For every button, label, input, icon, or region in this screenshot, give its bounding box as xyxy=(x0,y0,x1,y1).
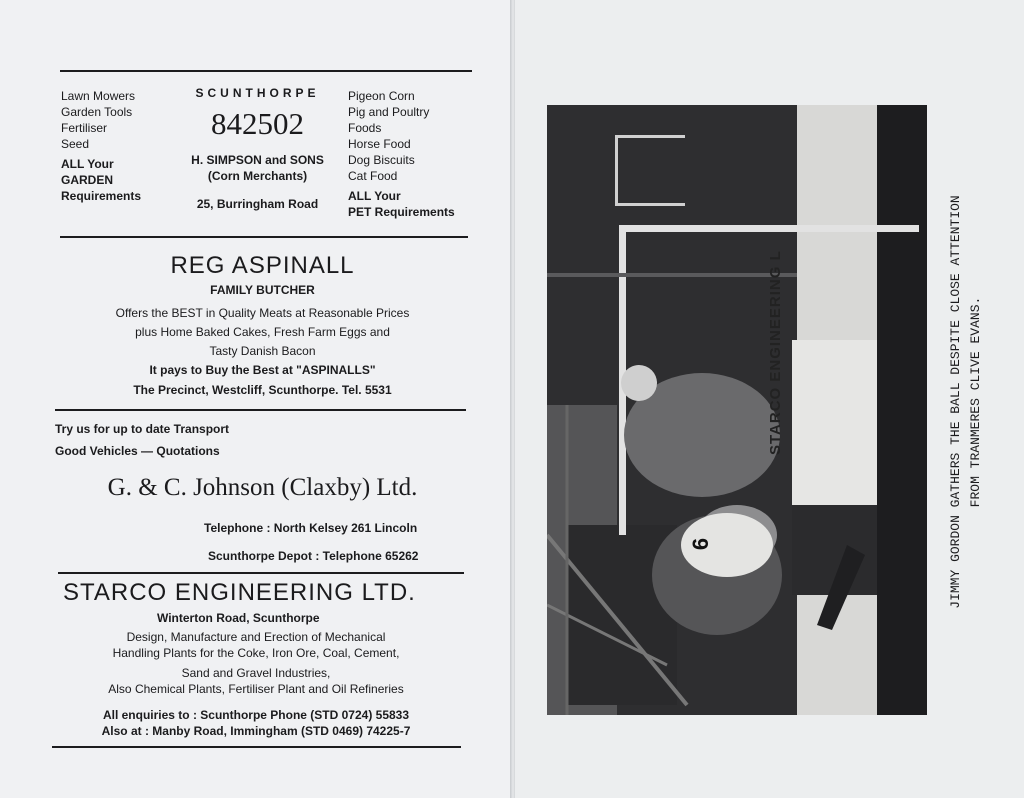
johnson-phone1: Telephone : North Kelsey 261 Lincoln xyxy=(204,521,418,535)
starco-line: Handling Plants for the Coke, Iron Ore, Coal, Cement, xyxy=(112,646,400,660)
caption-line1: JIMMY GORDON GATHERS THE BALL DESPITE CLOSE ATTENTION xyxy=(948,195,963,609)
simpson-right-column xyxy=(348,88,455,220)
aspinall-subtitle: FAMILY BUTCHER xyxy=(210,283,315,297)
rule-johnson xyxy=(58,572,464,574)
aspinall-name: REG ASPINALL xyxy=(170,252,355,279)
simpson-trade: (Corn Merchants) xyxy=(207,169,308,183)
caption-line2: FROM TRANMERES CLIVE EVANS. xyxy=(968,296,983,508)
rule-top xyxy=(60,70,472,72)
rule-aspinall xyxy=(55,409,466,411)
match-photo xyxy=(547,105,927,715)
garden-tagline: Requirements xyxy=(61,189,142,203)
johnson-line2: Good Vehicles — Quotations xyxy=(55,444,220,458)
hoarding-text: STARCO ENGINEERING L xyxy=(767,250,784,455)
starco-enquiries: All enquiries to : Scunthorpe Phone (STD 0724) 55833 xyxy=(102,708,410,722)
garden-item: Lawn Mowers xyxy=(61,89,136,103)
simpson-left-column xyxy=(61,88,141,204)
rule-bottom xyxy=(52,746,461,748)
starco-address: Winterton Road, Scunthorpe xyxy=(157,611,320,625)
pet-tagline: PET Requirements xyxy=(348,205,455,219)
aspinall-line: It pays to Buy the Best at "ASPINALLS" xyxy=(149,363,376,377)
starco-line: Also Chemical Plants, Fertiliser Plant and Oil Refineries xyxy=(108,682,404,696)
garden-tagline: GARDEN xyxy=(61,173,114,187)
pet-tagline: ALL Your xyxy=(348,189,401,203)
player-number: 6 xyxy=(688,537,714,551)
pet-item: Pigeon Corn xyxy=(348,89,415,103)
starco-name: STARCO ENGINEERING LTD. xyxy=(63,579,416,606)
starco-line: Design, Manufacture and Erection of Mechanical xyxy=(126,630,386,644)
pet-item: Horse Food xyxy=(348,137,411,151)
caption-text xyxy=(946,172,986,632)
aspinall-line: Offers the BEST in Quality Meats at Reasonable Prices xyxy=(115,306,410,320)
pet-item: Pig and Poultry xyxy=(348,105,430,119)
simpson-center xyxy=(170,86,345,212)
johnson-phone2: Scunthorpe Depot : Telephone 65262 xyxy=(208,549,419,563)
garden-item: Fertiliser xyxy=(61,121,108,135)
garden-tagline: ALL Your xyxy=(61,157,114,171)
starco-immingham: Also at : Manby Road, Immingham (STD 0469) 74225-7 xyxy=(101,724,411,738)
simpson-town: SCUNTHORPE xyxy=(195,86,320,100)
simpson-address: 25, Burringham Road xyxy=(196,197,319,211)
garden-item: Seed xyxy=(61,137,90,151)
rule-simpson xyxy=(60,236,468,238)
aspinall-line: Tasty Danish Bacon xyxy=(209,344,316,358)
aspinall-address: The Precinct, Westcliff, Scunthorpe. Tel. 5531 xyxy=(133,383,392,397)
starco-line: Sand and Gravel Industries, xyxy=(181,666,331,680)
pet-item: Cat Food xyxy=(348,169,398,183)
match-photo-scene xyxy=(547,105,927,715)
aspinall-line: plus Home Baked Cakes, Fresh Farm Eggs and xyxy=(135,325,390,339)
pet-item: Dog Biscuits xyxy=(348,153,415,167)
simpson-company: H. SIMPSON and SONS xyxy=(191,153,324,167)
pet-item: Foods xyxy=(348,121,382,135)
simpson-phone: 842502 xyxy=(211,106,304,141)
johnson-line1: Try us for up to date Transport xyxy=(55,422,230,436)
garden-item: Garden Tools xyxy=(61,105,133,119)
johnson-name: G. & C. Johnson (Claxby) Ltd. xyxy=(107,474,418,501)
